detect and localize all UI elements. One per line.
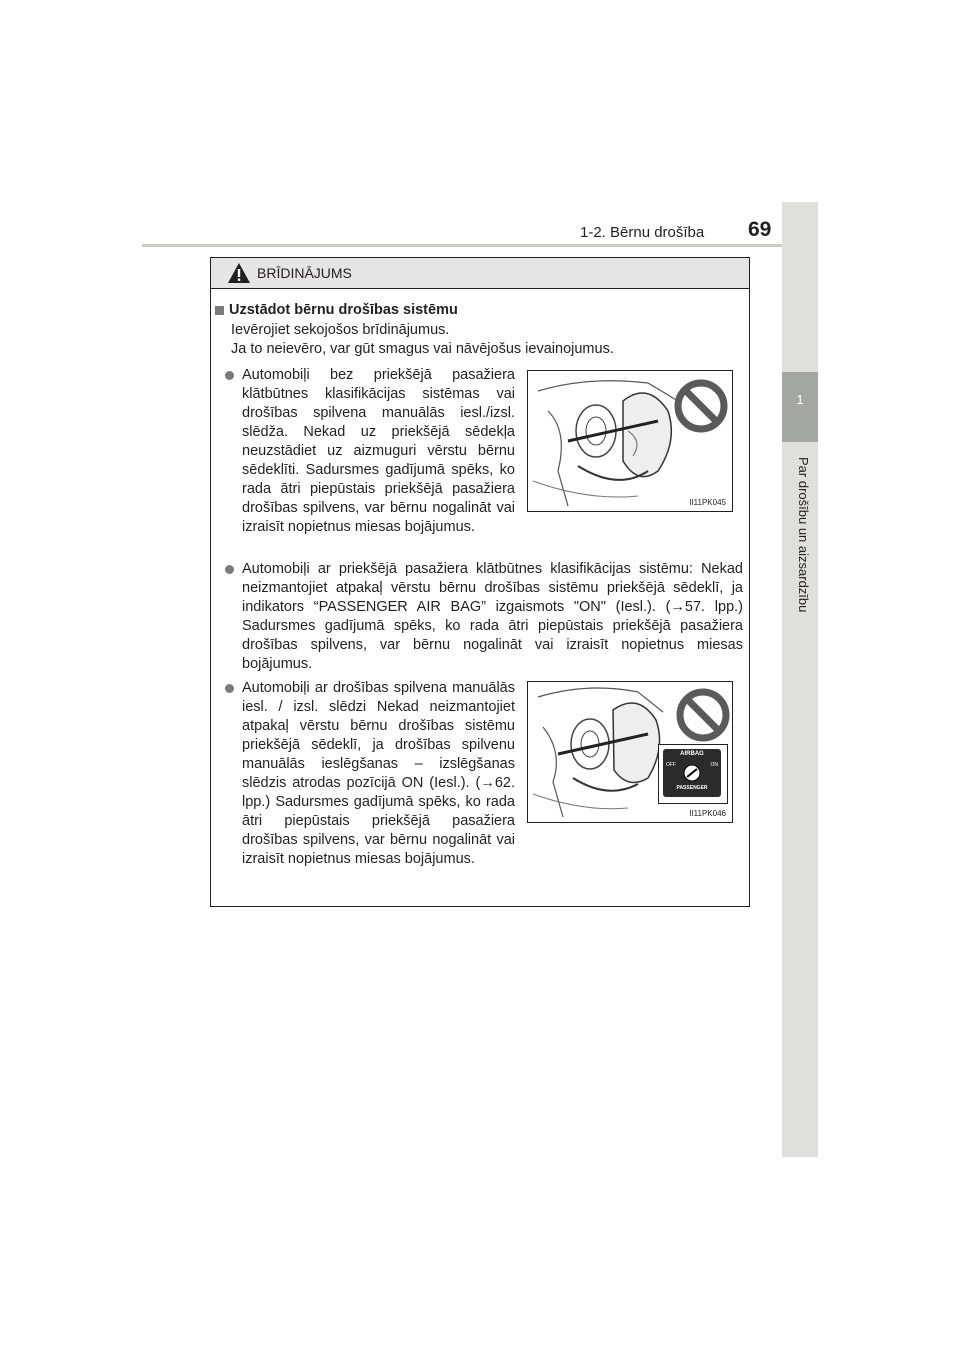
chapter-title: Par drošību un aizsardzību xyxy=(796,457,811,613)
square-bullet-icon xyxy=(215,306,224,315)
warning-box xyxy=(210,257,750,907)
round-bullet-icon xyxy=(225,684,234,693)
page-number: 69 xyxy=(748,218,772,241)
section-title-text: Uzstādot bērnu drošības sistēmu xyxy=(229,302,458,318)
bullet-no-classification xyxy=(225,366,515,537)
warning-label: BRĪDINĀJUMS xyxy=(257,265,352,281)
figure-manual-switch-on-prohibited xyxy=(527,681,733,823)
prohibited-icon xyxy=(674,379,728,433)
switch-face xyxy=(663,749,721,797)
switch-on-label: ON xyxy=(710,762,718,768)
bullet-3-text: Automobiļi ar drošības spilvena manuālās iesl. / izsl. slēdzi Nekad neizmantojiet atpakaļ vērstu bērnu drošības sistēmu priekšējā sēdeklī, ja drošības spilvenu manuālās ieslēgšanas – izslēgšanas slēdzis atrodas pozīcijā ON (Iesl.). (→62. lpp.) Sadursmes gadījumā spēks, ko rada ātri piepūstais priekšējā pasažiera drošības spilvens, var bērnu nogalināt vai izraisīt nopietnus miesas bojājumus. xyxy=(242,680,515,867)
header-title: 1-2. Bērnu drošība xyxy=(580,224,705,241)
switch-label-top: AIRBAG xyxy=(680,751,704,757)
figure-1-code: II11PK045 xyxy=(689,498,726,507)
chapter-side-tab xyxy=(782,202,818,1157)
key-slot-icon xyxy=(683,764,701,782)
figure-rear-facing-seat-prohibited xyxy=(527,370,733,512)
bullet-1-text: Automobiļi bez priekšējā pasažiera klātbūtnes klasifikācijas sistēmas vai drošības spilvena manuālās iesl./izsl. slēdža. Nekad uz priekšējā sēdekļa neuzstādiet uz aizmuguri vērstu bērnu sēdeklīti. Sadursmes gadījumā spēks, ko rada ātri piepūstais priekšējā pasažiera drošības spilvens, var bērnu nogalināt vai izraisīt nopietnus miesas bojājumus. xyxy=(242,367,515,535)
round-bullet-icon xyxy=(225,371,234,380)
section-title xyxy=(215,302,458,318)
bullet-2-text: Automobiļi ar priekšējā pasažiera klātbūtnes klasifikācijas sistēmu: Nekad neizmantojiet atpakaļ vērstu bērnu drošības sistēmu priekšējā sēdeklī, ja indikators “PASSENGER AIR BAG” izgaismots "ON" (Iesl.). (→57. lpp.) Sadursmes gadījumā spēks, ko rada ātri piepūstais priekšējā pasažiera drošības spilvens, var bērnu nogalināt vai izraisīt nopietnus miesas bojājumus. xyxy=(242,561,743,672)
chapter-number-block xyxy=(782,372,818,442)
round-bullet-icon xyxy=(225,565,234,574)
intro-line-2: Ja to neievēro, var gūt smagus vai nāvējošus ievainojumus. xyxy=(231,341,614,357)
intro-line-1: Ievērojiet sekojošos brīdinājumus. xyxy=(231,322,450,338)
switch-off-label: OFF xyxy=(666,762,676,768)
intro-text xyxy=(231,321,614,359)
warning-header xyxy=(211,258,749,289)
airbag-switch-panel xyxy=(658,744,728,804)
figure-2-code: II11PK046 xyxy=(689,809,726,818)
bullet-with-classification xyxy=(225,560,743,674)
warning-triangle-icon xyxy=(227,262,251,284)
chapter-number: 1 xyxy=(796,392,804,407)
prohibited-icon xyxy=(676,688,730,742)
bullet-manual-switch xyxy=(225,679,515,869)
switch-label-sub: PASSENGER xyxy=(676,785,708,791)
header-rule xyxy=(142,244,818,247)
